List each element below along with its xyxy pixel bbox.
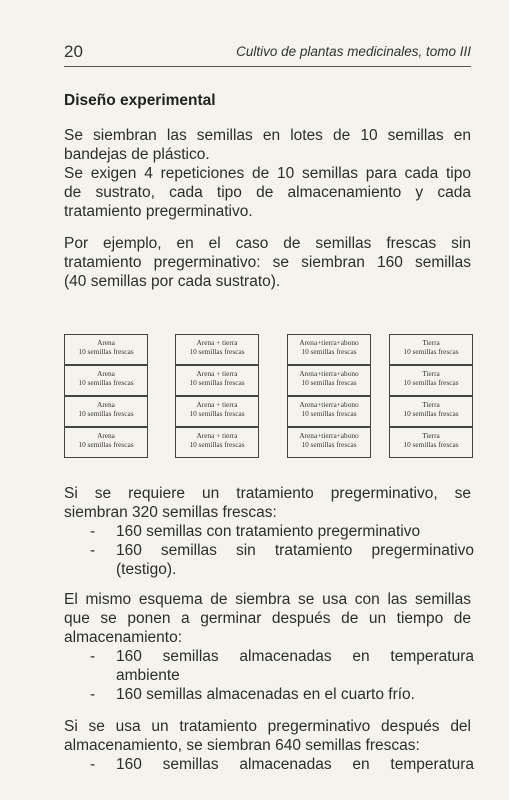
paragraph-intro bbox=[64, 126, 471, 221]
text-line: almacenamiento: bbox=[64, 629, 183, 646]
running-title: Cultivo de plantas medicinales, tomo III bbox=[236, 44, 471, 59]
page-number: 20 bbox=[64, 42, 83, 61]
text-line: 160 semillas almacenadas en temperatura bbox=[116, 756, 474, 773]
grid-cell: Arena+tierra+abono 10 semillas frescas bbox=[287, 365, 371, 396]
list-dash: - bbox=[90, 542, 96, 559]
grid-cell: Arena+tierra+abono 10 semillas frescas bbox=[287, 427, 371, 458]
text-line: ambiente bbox=[116, 667, 180, 684]
list-item bbox=[64, 541, 474, 579]
seed-tray-grid bbox=[64, 334, 474, 460]
text-line: Se exigen 4 repeticiones de 10 semillas para cada tipo bbox=[64, 165, 471, 182]
grid-cell: Tierra 10 semillas frescas bbox=[389, 334, 473, 365]
text-line: almacenamiento, se siembran 640 semillas frescas: bbox=[64, 737, 420, 754]
text-line: bandejas de plástico. bbox=[64, 146, 210, 163]
grid-cell: Arena 10 semillas frescas bbox=[64, 427, 148, 458]
page-header bbox=[64, 42, 471, 67]
grid-cell: Arena 10 semillas frescas bbox=[64, 365, 148, 396]
text-line: de sustrato, cada tipo de almacenamiento y cada bbox=[64, 184, 471, 201]
grid-cell: Arena + tierra 10 semillas frescas bbox=[175, 427, 259, 458]
grid-cell: Tierra 10 semillas frescas bbox=[389, 365, 473, 396]
paragraph-storage-pretreatment bbox=[64, 717, 471, 755]
text-line: siembran 320 semillas frescas: bbox=[64, 504, 277, 521]
grid-cell: Tierra 10 semillas frescas bbox=[389, 427, 473, 458]
grid-cell: Arena 10 semillas frescas bbox=[64, 334, 148, 365]
list-storage bbox=[64, 647, 474, 704]
text-line: (testigo). bbox=[116, 561, 177, 578]
list-pretreatment bbox=[64, 522, 474, 579]
list-dash: - bbox=[90, 523, 96, 540]
text-line: 160 semillas almacenadas en el cuarto frío. bbox=[116, 686, 415, 703]
text-line: (40 semillas por cada sustrato). bbox=[64, 273, 281, 290]
paragraph-storage bbox=[64, 590, 471, 647]
list-dash: - bbox=[90, 648, 96, 665]
text-line: Se siembran las semillas en lotes de 10 semillas en bbox=[64, 127, 471, 144]
text-line: El mismo esquema de siembra se usa con las semillas bbox=[64, 591, 471, 608]
text-line: Si se usa un tratamiento pregerminativo después del bbox=[64, 718, 471, 735]
text-line: que se ponen a germinar después de un tiempo de bbox=[64, 610, 471, 627]
text-line: Si se requiere un tratamiento pregerminativo, se bbox=[64, 485, 471, 502]
grid-cell: Arena + tierra 10 semillas frescas bbox=[175, 365, 259, 396]
grid-cell: Arena 10 semillas frescas bbox=[64, 396, 148, 427]
text-line: 160 semillas con tratamiento pregerminativo bbox=[116, 523, 421, 540]
grid-cell: Arena + tierra 10 semillas frescas bbox=[175, 396, 259, 427]
list-item bbox=[64, 755, 474, 774]
grid-cell: Arena+tierra+abono 10 semillas frescas bbox=[287, 396, 371, 427]
list-item bbox=[64, 685, 474, 704]
paragraph-example bbox=[64, 234, 471, 291]
list-item bbox=[64, 522, 474, 541]
grid-cell: Arena + tierra 10 semillas frescas bbox=[175, 334, 259, 365]
text-line: 160 semillas almacenadas en temperatura bbox=[116, 648, 474, 665]
text-line: Por ejemplo, en el caso de semillas frescas sin bbox=[64, 235, 471, 252]
text-line: 160 semillas sin tratamiento pregerminativo bbox=[116, 542, 474, 559]
paragraph-pretreatment bbox=[64, 484, 471, 522]
text-line: tratamiento pregerminativo: se siembran 160 semillas bbox=[64, 254, 471, 271]
list-item bbox=[64, 647, 474, 685]
list-dash: - bbox=[90, 756, 96, 773]
section-title: Diseño experimental bbox=[64, 92, 216, 109]
list-storage-pretreatment bbox=[64, 755, 474, 774]
text-line: tratamiento pregerminativo. bbox=[64, 203, 253, 220]
list-dash: - bbox=[90, 686, 96, 703]
grid-cell: Arena+tierra+abono 10 semillas frescas bbox=[287, 334, 371, 365]
grid-cell: Tierra 10 semillas frescas bbox=[389, 396, 473, 427]
